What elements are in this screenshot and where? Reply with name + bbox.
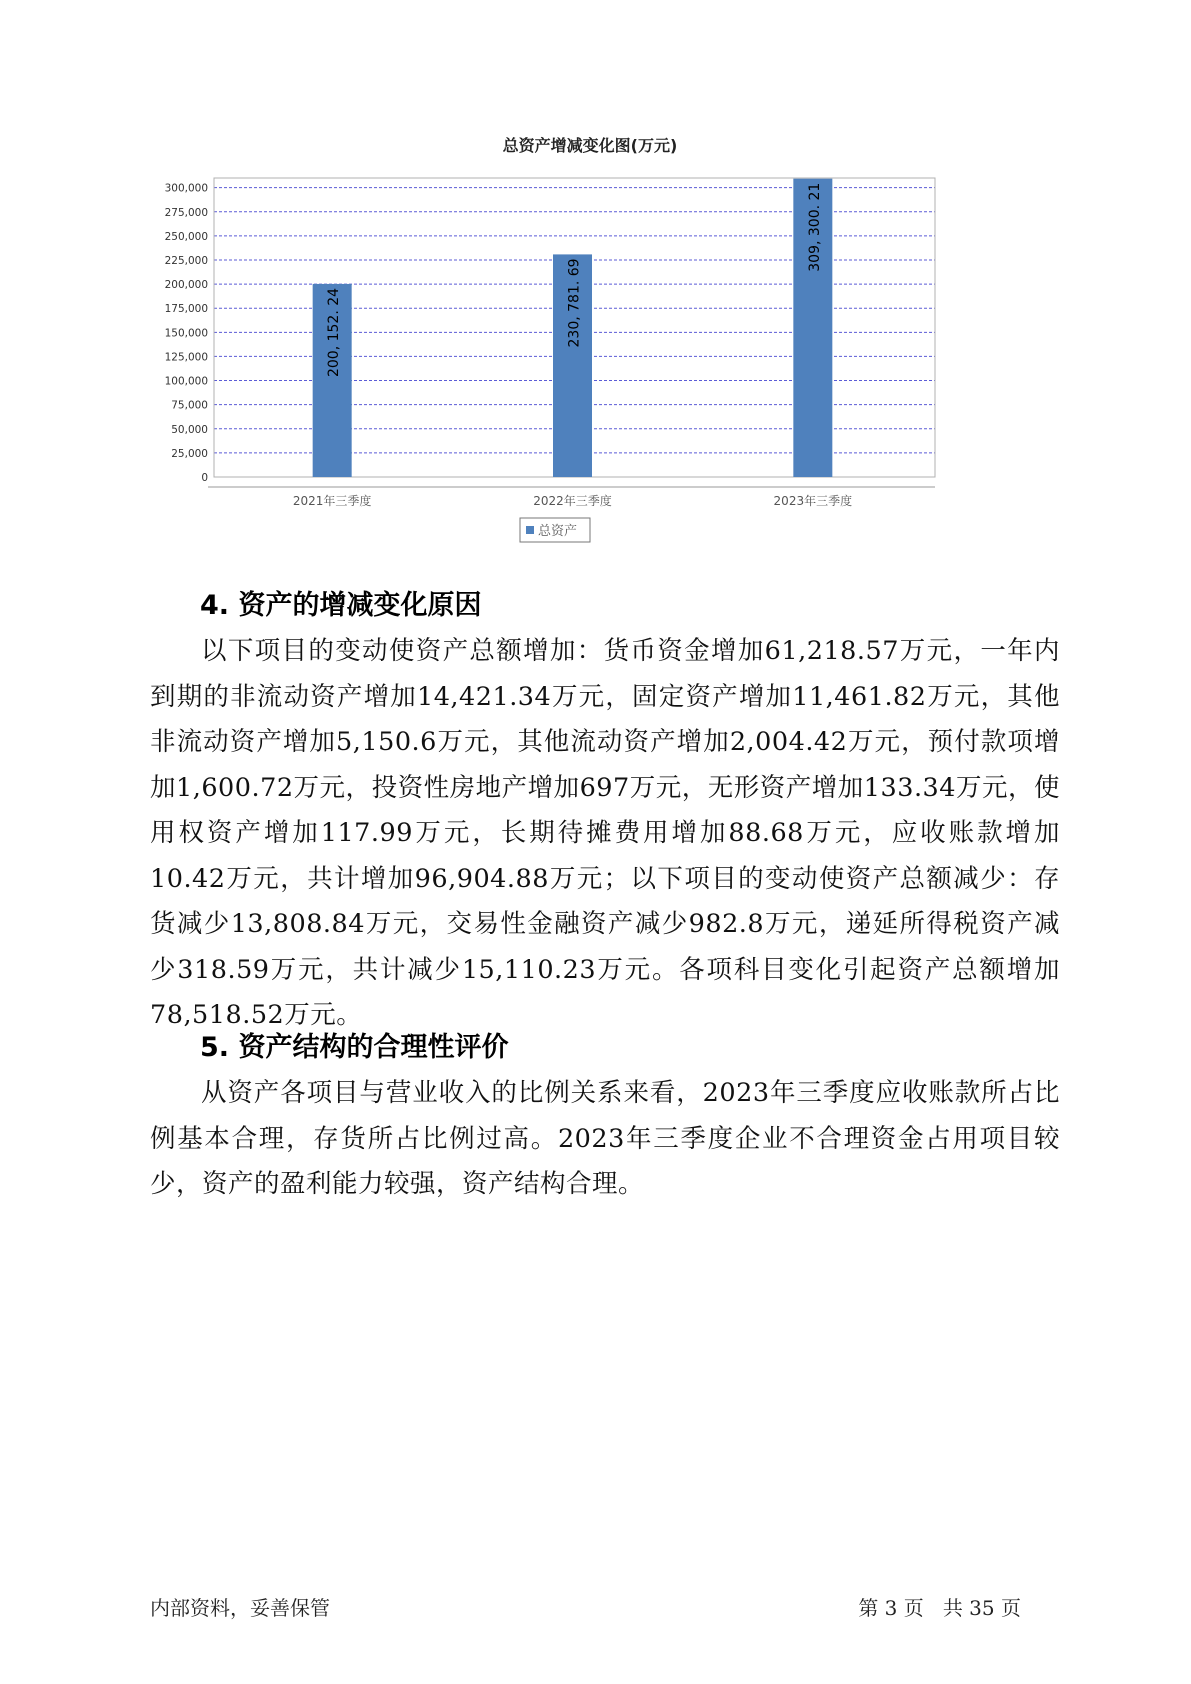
y-tick-label: 25,000	[171, 447, 208, 460]
y-tick-label: 275,000	[164, 206, 208, 219]
y-tick-label: 150,000	[164, 327, 208, 340]
y-tick-label: 75,000	[171, 399, 208, 412]
x-tick-label: 2023年三季度	[773, 494, 853, 508]
bar-data-label: 230, 781. 69	[566, 258, 583, 348]
y-tick-label: 50,000	[171, 423, 208, 436]
chart-title: 总资产增减变化图(万元)	[502, 136, 678, 155]
y-tick-label: 200,000	[164, 279, 208, 292]
y-tick-label: 250,000	[164, 230, 208, 243]
legend-swatch	[526, 526, 534, 534]
x-tick-label: 2022年三季度	[533, 494, 612, 508]
section-heading-asset-change-reasons: 4. 资产的增减变化原因	[200, 590, 482, 621]
x-tick-label: 2021年三季度	[292, 494, 372, 508]
section-heading-asset-structure: 5. 资产结构的合理性评价	[200, 1032, 509, 1063]
y-tick-label: 225,000	[164, 254, 208, 267]
chart-svg	[150, 130, 1020, 600]
y-tick-label: 100,000	[164, 375, 208, 388]
paragraph-asset-change-reasons: 以下项目的变动使资产总额增加：货币资金增加61,218.57万元，一年内到期的非流动资产增加14,421.34万元，固定资产增加11,461.82万元，其他非流动资产增加5,150.6万元，其他流动资产增加2,004.42万元，预付款项增加1,600.72万元，投资性房地产增加697万元，无形资产增加133.34万元，使用权资产增加117.99万元，长期待摊费用增加88.68万元，应收账款增加10.42万元，共计增加96,904.88万元；以下项目的变动使资产总额减少：存货减少13,808.84万元，交易性金融资产减少982.8万元，递延所得税资产减少318.59万元，共计减少15,110.23万元。各项科目变化引起资产总额增加78,518.52万元。	[150, 636, 1060, 1030]
footer-page-number: 第 3 页 共 35 页	[858, 1596, 1021, 1620]
y-tick-label: 0	[201, 472, 208, 484]
bar-data-label: 309, 300. 21	[806, 182, 823, 272]
y-tick-label: 125,000	[164, 351, 208, 364]
y-tick-label: 175,000	[164, 303, 208, 316]
paragraph-asset-structure: 从资产各项目与营业收入的比例关系来看，2023年三季度应收账款所占比例基本合理，存货所占比例过高。2023年三季度企业不合理资金占用项目较少，资产的盈利能力较强，资产结构合理。	[150, 1078, 1060, 1199]
footer-confidential-note: 内部资料，妥善保管	[150, 1596, 330, 1620]
total-assets-chart	[150, 130, 1020, 600]
y-tick-label: 300,000	[164, 182, 208, 195]
bar-data-label: 200, 152. 24	[326, 287, 343, 378]
legend-label: 总资产	[538, 524, 578, 539]
